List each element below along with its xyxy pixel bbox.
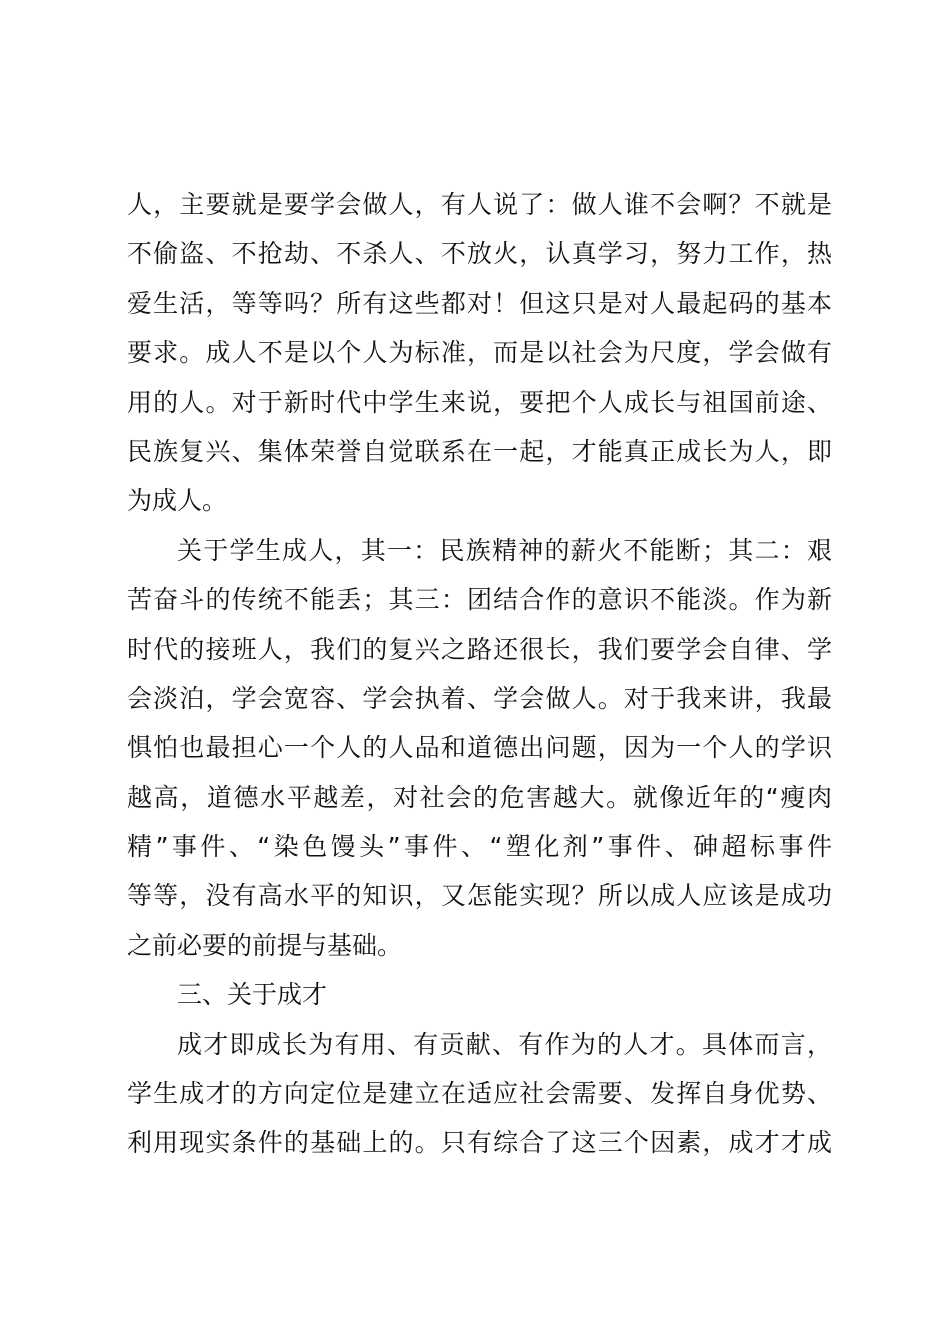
text-line: 之前必要的前提与基础。 (127, 930, 403, 960)
text-line: 用的人。对于新时代中学生来说，要把个人成长与祖国前途、 (127, 387, 832, 417)
text-line: 苦奋斗的传统不能丢；其三：团结合作的意识不能淡。作为新 (127, 585, 832, 615)
text-line: 爱生活，等等吗？所有这些都对！但这只是对人最起码的基本 (127, 288, 832, 318)
text-line: 要求。成人不是以个人为标准，而是以社会为尺度，学会做有 (127, 338, 832, 368)
text-line: 不偷盗、不抢劫、不杀人、不放火，认真学习，努力工作，热 (127, 239, 832, 269)
text-line: 惧怕也最担心一个人的人品和道德出问题，因为一个人的学识 (127, 733, 832, 763)
paragraph-first-line: 关于学生成人，其一：民族精神的薪火不能断；其二：艰 (177, 535, 832, 565)
text-line: 利用现实条件的基础上的。只有综合了这三个因素，成才才成 (127, 1128, 832, 1158)
paragraph-first-line: 成才即成长为有用、有贡献、有作为的人才。具体而言， (177, 1029, 832, 1059)
document-body (127, 180, 832, 1168)
text-line: 时代的接班人，我们的复兴之路还很长，我们要学会自律、学 (127, 634, 832, 664)
text-line: 民族复兴、集体荣誉自觉联系在一起，才能真正成长为人，即 (127, 436, 832, 466)
text-line: 学生成才的方向定位是建立在适应社会需要、发挥自身优势、 (127, 1079, 832, 1109)
text-line: 精”事件、“染色馒头”事件、“塑化剂”事件、砷超标事件 (127, 832, 832, 862)
text-line: 人，主要就是要学会做人，有人说了：做人谁不会啊？不就是 (127, 190, 832, 219)
text-line: 等等，没有高水平的知识，又怎能实现？所以成人应该是成功 (127, 881, 832, 911)
text-line: 越高，道德水平越差，对社会的危害越大。就像近年的“瘦肉 (127, 782, 832, 812)
section-heading: 三、关于成才 (177, 980, 328, 1010)
text-line: 会淡泊，学会宽容、学会执着、学会做人。对于我来讲，我最 (127, 683, 832, 713)
text-line: 为成人。 (127, 486, 228, 516)
